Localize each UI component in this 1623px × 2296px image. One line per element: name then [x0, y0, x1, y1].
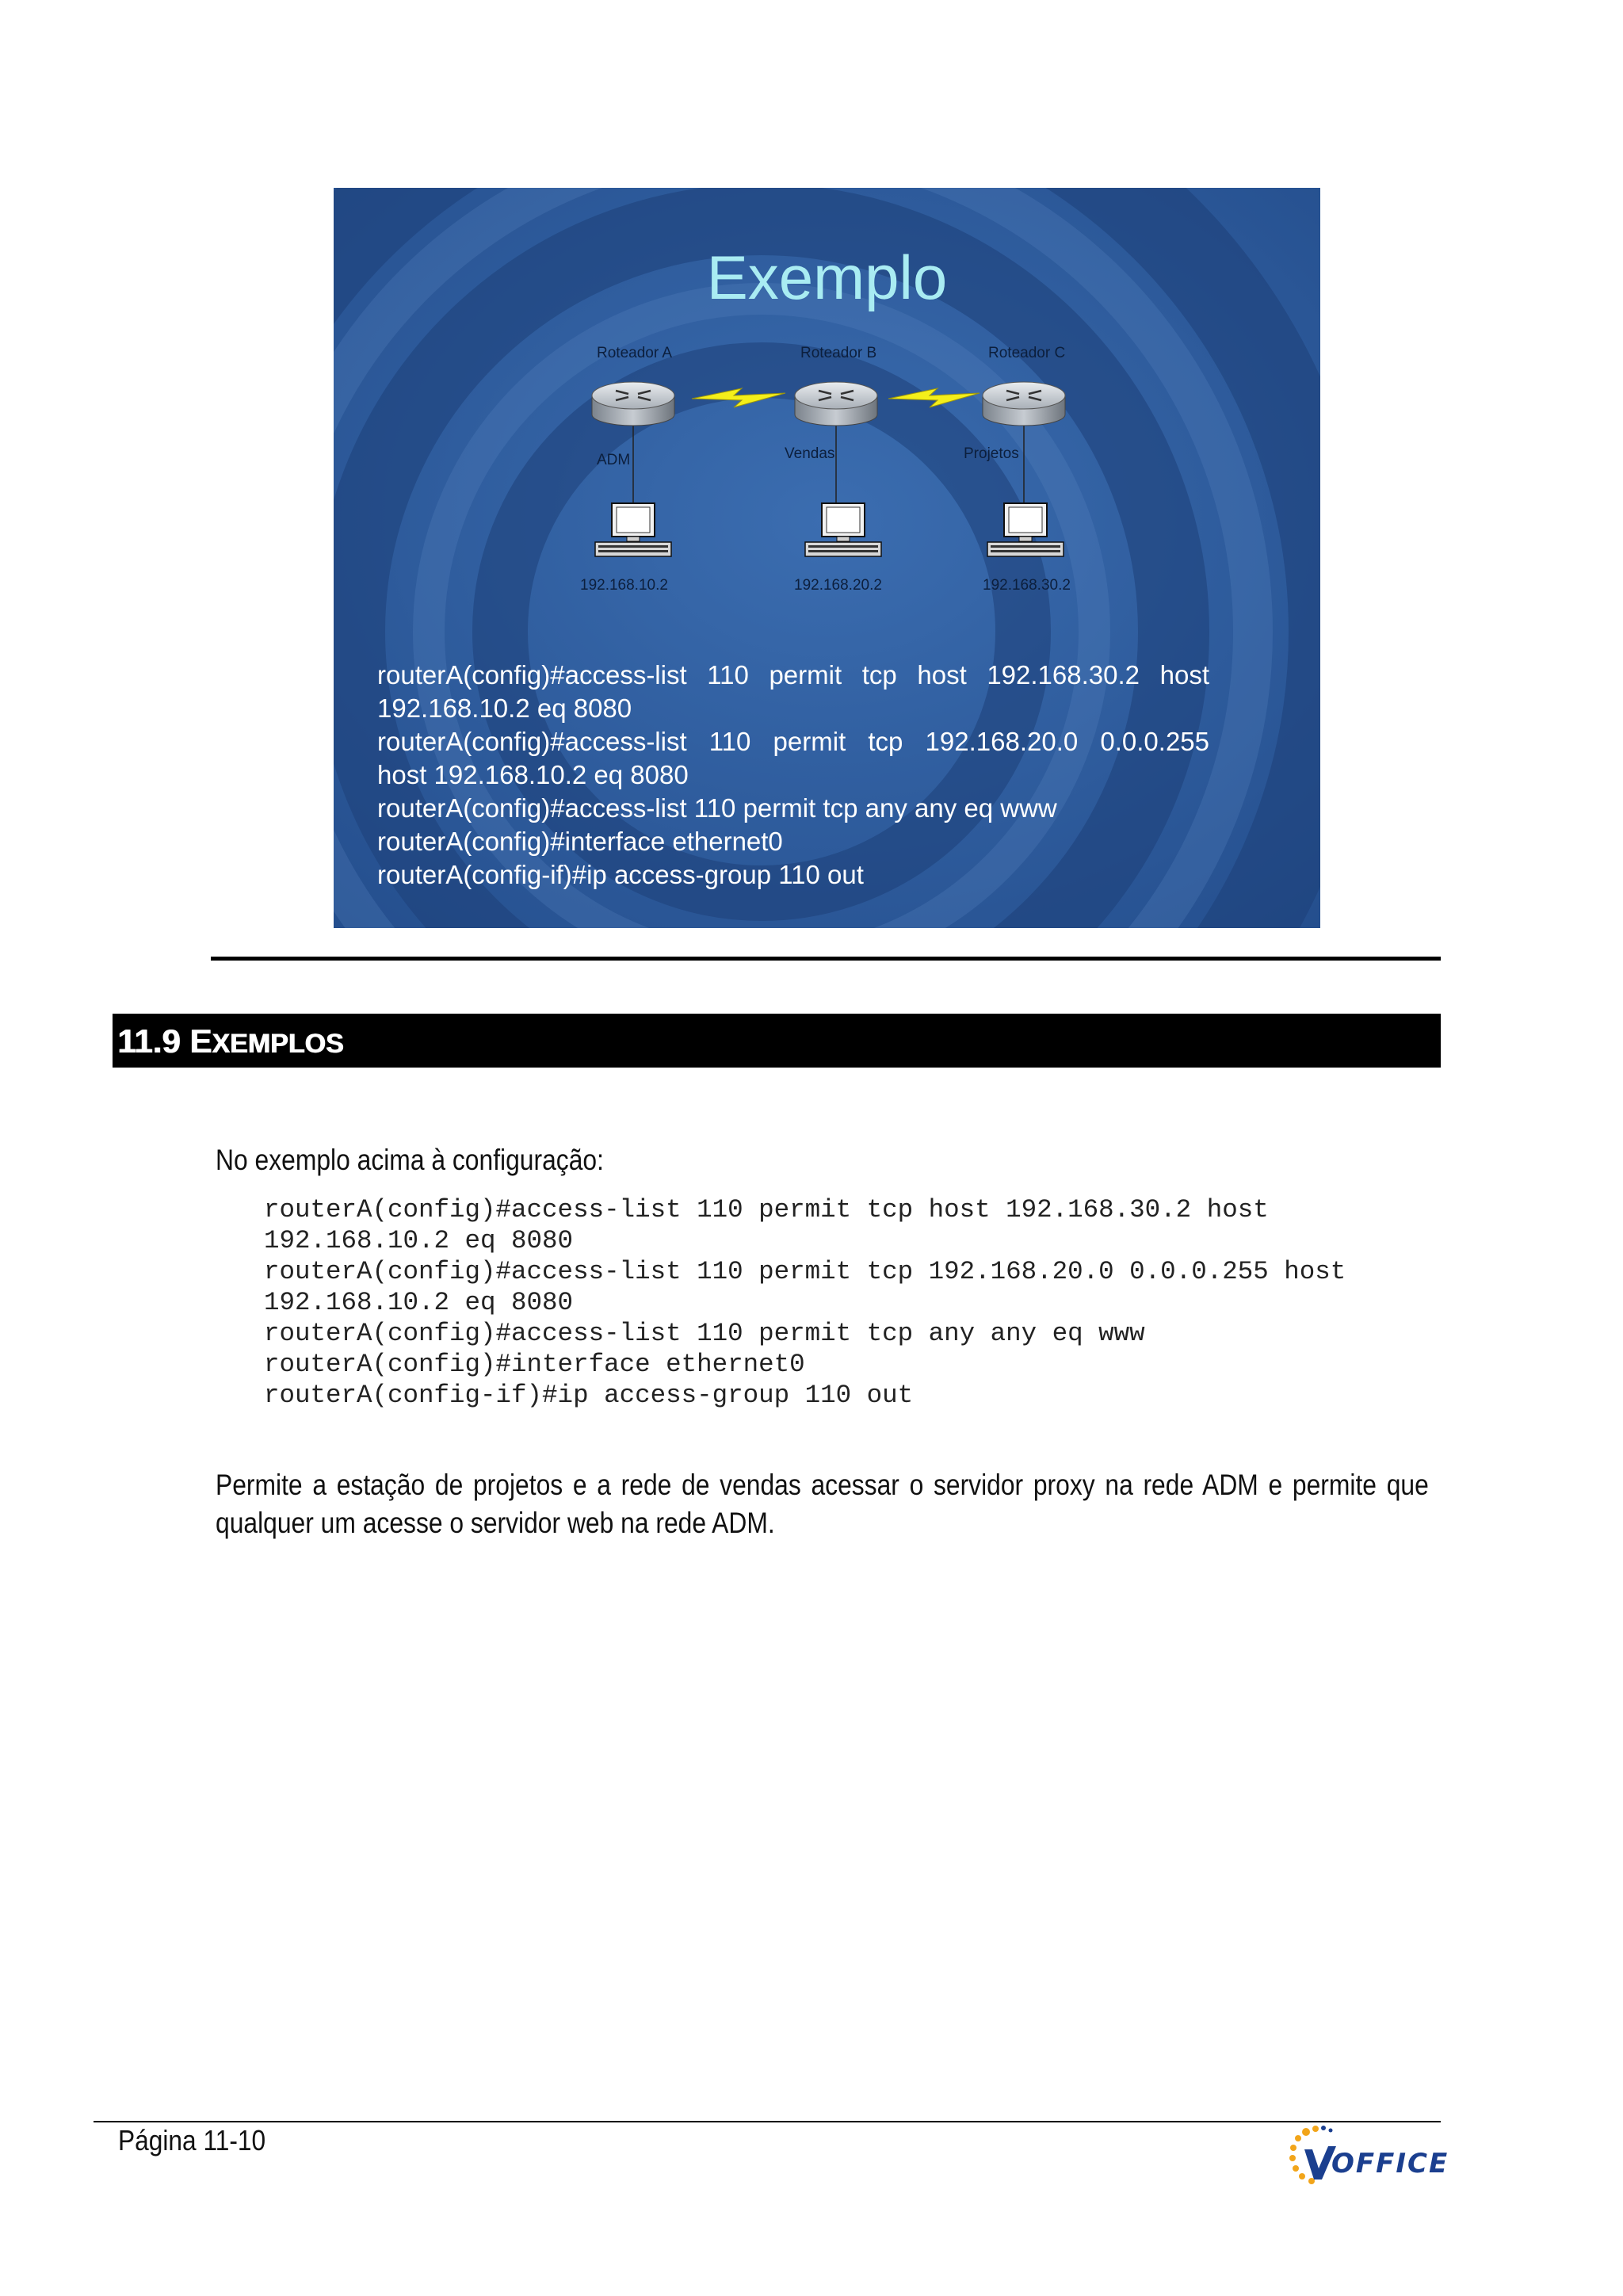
workstation-a-icon: [595, 503, 671, 556]
slide-command-line: 192.168.10.2 eq 8080: [377, 693, 632, 723]
code-line: 192.168.10.2 eq 8080: [264, 1288, 574, 1317]
horizontal-rule: [211, 957, 1441, 961]
slide-title: Exemplo: [706, 243, 948, 312]
host-ip-a: 192.168.10.2: [580, 577, 668, 594]
code-block: [264, 1194, 1346, 1411]
slide-command-line: routerA(config-if)#ip access-group 110 out: [377, 860, 864, 889]
code-line: 192.168.10.2 eq 8080: [264, 1226, 574, 1255]
section-title: [117, 1023, 343, 1062]
command-word: 110: [707, 660, 749, 690]
command-word: 192.168.20.0: [925, 727, 1079, 756]
slide-image: [334, 188, 1320, 928]
command-word: tcp: [861, 660, 897, 690]
serial-link-ab: [692, 388, 785, 407]
network-vendas-label: Vendas: [785, 445, 835, 462]
page-number: Página 11-10: [118, 2124, 266, 2157]
section-name: [189, 1022, 343, 1060]
section-name-rest: XEMPLOS: [212, 1029, 344, 1059]
code-line: routerA(config)#access-list 110 permit tcp host 192.168.30.2 host: [264, 1195, 1269, 1224]
slide-command-line: [377, 659, 1209, 692]
router-a-icon: [592, 382, 674, 426]
command-word: 192.168.30.2: [987, 660, 1140, 690]
section-heading: [113, 1014, 1441, 1068]
network-adm-label: ADM: [597, 452, 631, 468]
router-b-icon: [795, 382, 877, 426]
router-b-label: Roteador B: [800, 345, 877, 361]
command-word: host: [917, 660, 967, 690]
code-line: routerA(config-if)#ip access-group 110 out: [264, 1381, 914, 1410]
command-word: permit: [773, 727, 846, 756]
command-word: host: [1159, 660, 1209, 690]
slide-command-line: host 192.168.10.2 eq 8080: [377, 760, 689, 789]
office-logo: [1276, 2115, 1449, 2194]
code-line: routerA(config)#interface ethernet0: [264, 1350, 805, 1379]
command-word: routerA(config)#access-list: [377, 660, 687, 690]
intro-paragraph: No exemplo acima à configuração:: [216, 1144, 604, 1176]
command-word: tcp: [868, 727, 903, 756]
workstation-b-icon: [805, 503, 881, 556]
code-line: routerA(config)#access-list 110 permit tcp any any eq www: [264, 1319, 1145, 1348]
footer-rule: [94, 2121, 1441, 2122]
section-name-initial: E: [189, 1022, 212, 1060]
serial-link-bc: [888, 388, 980, 407]
router-c-label: Roteador C: [988, 345, 1066, 361]
slide-command-line: routerA(config)#access-list 110 permit tcp any any eq www: [377, 793, 1057, 823]
slide-command-line: routerA(config)#interface ethernet0: [377, 827, 783, 856]
host-ip-b: 192.168.20.2: [794, 577, 882, 594]
router-c-icon: [983, 382, 1065, 426]
host-ip-c: 192.168.30.2: [983, 577, 1071, 594]
workstation-c-icon: [987, 503, 1064, 556]
slide-command-block: [377, 659, 1209, 892]
command-word: permit: [769, 660, 842, 690]
slide-command-line: [377, 725, 1209, 758]
logo-text: OFFICE: [1331, 2148, 1449, 2179]
router-a-label: Roteador A: [597, 345, 673, 361]
code-line: routerA(config)#access-list 110 permit tcp 192.168.20.0 0.0.0.255 host: [264, 1257, 1346, 1286]
command-word: routerA(config)#access-list: [377, 727, 687, 756]
command-word: 0.0.0.255: [1100, 727, 1209, 756]
network-projetos-label: Projetos: [964, 445, 1019, 462]
conclusion-paragraph: Permite a estação de projetos e a rede de vendas acessar o servidor proxy na rede ADM e permite que qualquer um acesse o servidor web na rede ADM.: [216, 1469, 1429, 1539]
command-word: 110: [708, 727, 751, 756]
section-number: 11.9: [117, 1022, 181, 1060]
